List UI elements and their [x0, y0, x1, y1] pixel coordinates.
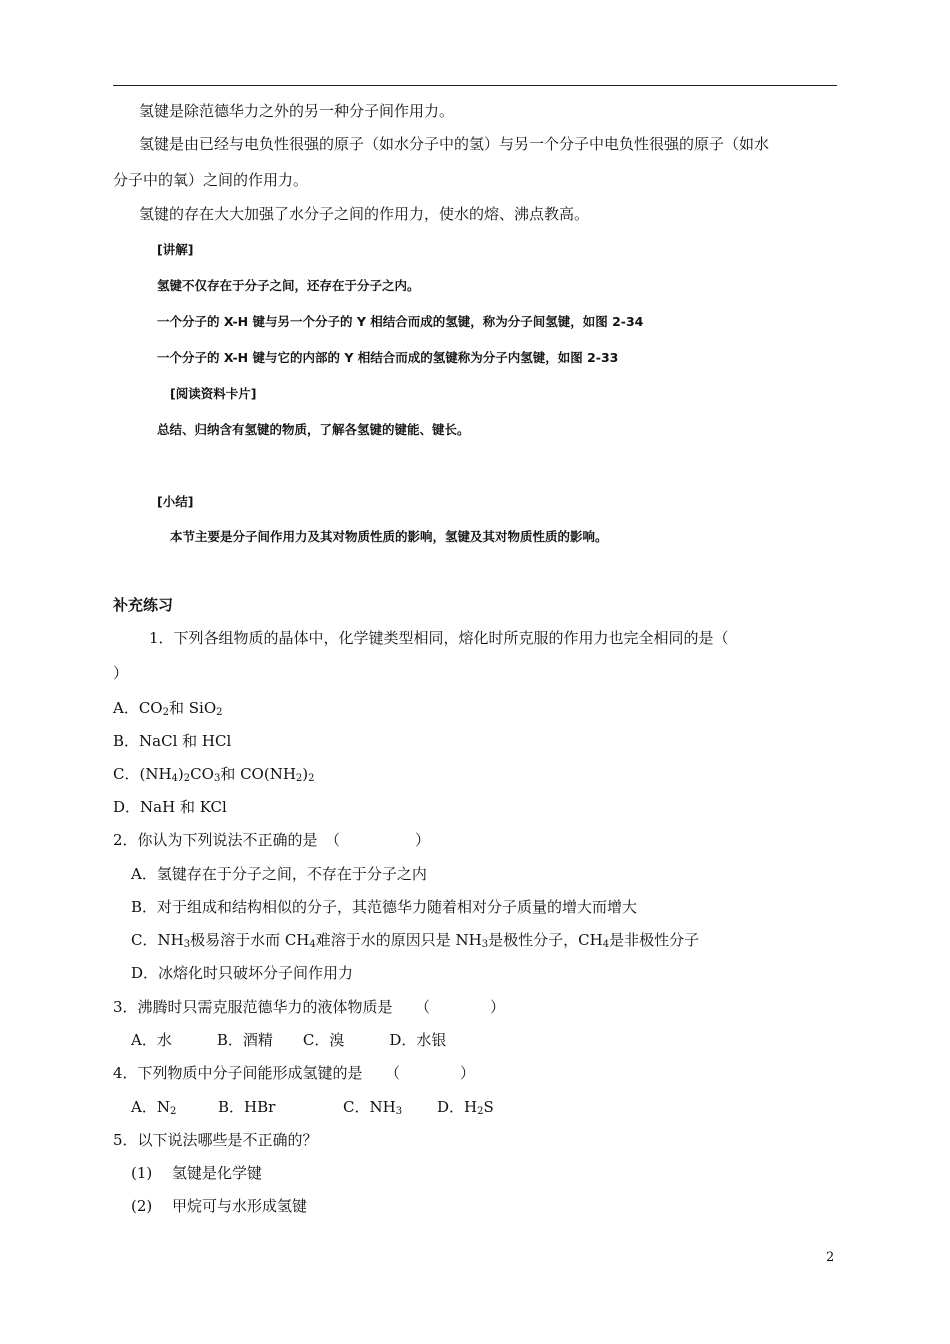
- q4-option-a: A．$N_2$: [131, 1098, 177, 1117]
- summary-line-1: 本节主要是分子间作用力及其对物质性质的影响，氢键及其对物质性质的影响。: [170, 529, 608, 544]
- q5-item-1: (1) 氢键是化学键: [131, 1164, 263, 1182]
- q2-option-a: A．氢键存在于分子之间，不存在于分子之内: [131, 865, 427, 883]
- q2-option-c: C．$NH_3$极易溶于水而 $CH_4$难溶于水的原因只是 $NH_3$是极性分子，$CH_4$是非极性分子: [131, 931, 700, 950]
- intro-paragraph-3: 氢键的存在大大加强了水分子之间的作用力，使水的熔、沸点教高。: [139, 205, 590, 223]
- q4-option-c: C．$NH_3$: [343, 1098, 403, 1117]
- exercises-heading: 补充练习: [113, 596, 174, 614]
- explain-line-3: 一个分子的 X-H 键与它的内部的 Y 相结合而成的氢键称为分子内氢键，如图 2-33: [157, 350, 619, 365]
- q4-option-b: B．HBr: [218, 1098, 276, 1116]
- q1-option-c: C．$(NH_4)_2CO_3$和 $CO(NH_2)_2$: [113, 765, 315, 784]
- q5-stem: 5．以下说法哪些是不正确的？: [113, 1131, 318, 1149]
- reading-heading: [阅读资料卡片]: [170, 386, 257, 401]
- q3-options: A．水 B．酒精 C．溴 D．水银: [131, 1031, 447, 1049]
- q5-item-2: (2) 甲烷可与水形成氢键: [131, 1197, 308, 1215]
- explain-line-1: 氢键不仅存在于分子之间，还存在于分子之内。: [157, 278, 420, 293]
- intro-paragraph-1: 氢键是除范德华力之外的另一种分子间作用力。: [139, 102, 455, 120]
- intro-paragraph-2: 氢键是由已经与电负性很强的原子（如水分子中的氢）与另一个分子中电负性很强的原子（如水: [139, 135, 770, 153]
- q1-stem-cont: ）: [113, 664, 129, 682]
- q2-option-d: D．冰熔化时只破坏分子间作用力: [131, 964, 354, 982]
- q1-option-d: D．NaH 和 KCl: [113, 798, 227, 816]
- intro-paragraph-2-cont: 分子中的氧）之间的作用力。: [113, 171, 309, 189]
- q4-stem: 4．下列物质中分子间能形成氢键的是 （ ）: [113, 1064, 476, 1082]
- header-rule: [113, 85, 837, 86]
- q4-option-d: D．$H_2S$: [437, 1098, 494, 1117]
- explain-line-2: 一个分子的 X-H 键与另一个分子的 Y 相结合而成的氢键，称为分子间氢键，如图 2-34: [157, 314, 644, 329]
- explain-heading: [讲解]: [157, 242, 194, 257]
- q1-stem: 1．下列各组物质的晶体中，化学键类型相同，熔化时所克服的作用力也完全相同的是（: [149, 629, 729, 647]
- q1-option-b: B．NaCl 和 HCl: [113, 732, 232, 750]
- q2-option-b: B．对于组成和结构相似的分子，其范德华力随着相对分子质量的增大而增大: [131, 898, 638, 916]
- q2-stem: 2．你认为下列说法不正确的是 （ ）: [113, 831, 431, 849]
- summary-heading: [小结]: [157, 494, 194, 509]
- q3-stem: 3．沸腾时只需克服范德华力的液体物质是 （ ）: [113, 998, 506, 1016]
- page-number: 2: [826, 1250, 835, 1265]
- q1-option-a: A．$CO_2$和 SiO$_2$: [113, 699, 223, 718]
- reading-line-1: 总结、归纳含有氢键的物质，了解各氢键的键能、键长。: [157, 422, 470, 437]
